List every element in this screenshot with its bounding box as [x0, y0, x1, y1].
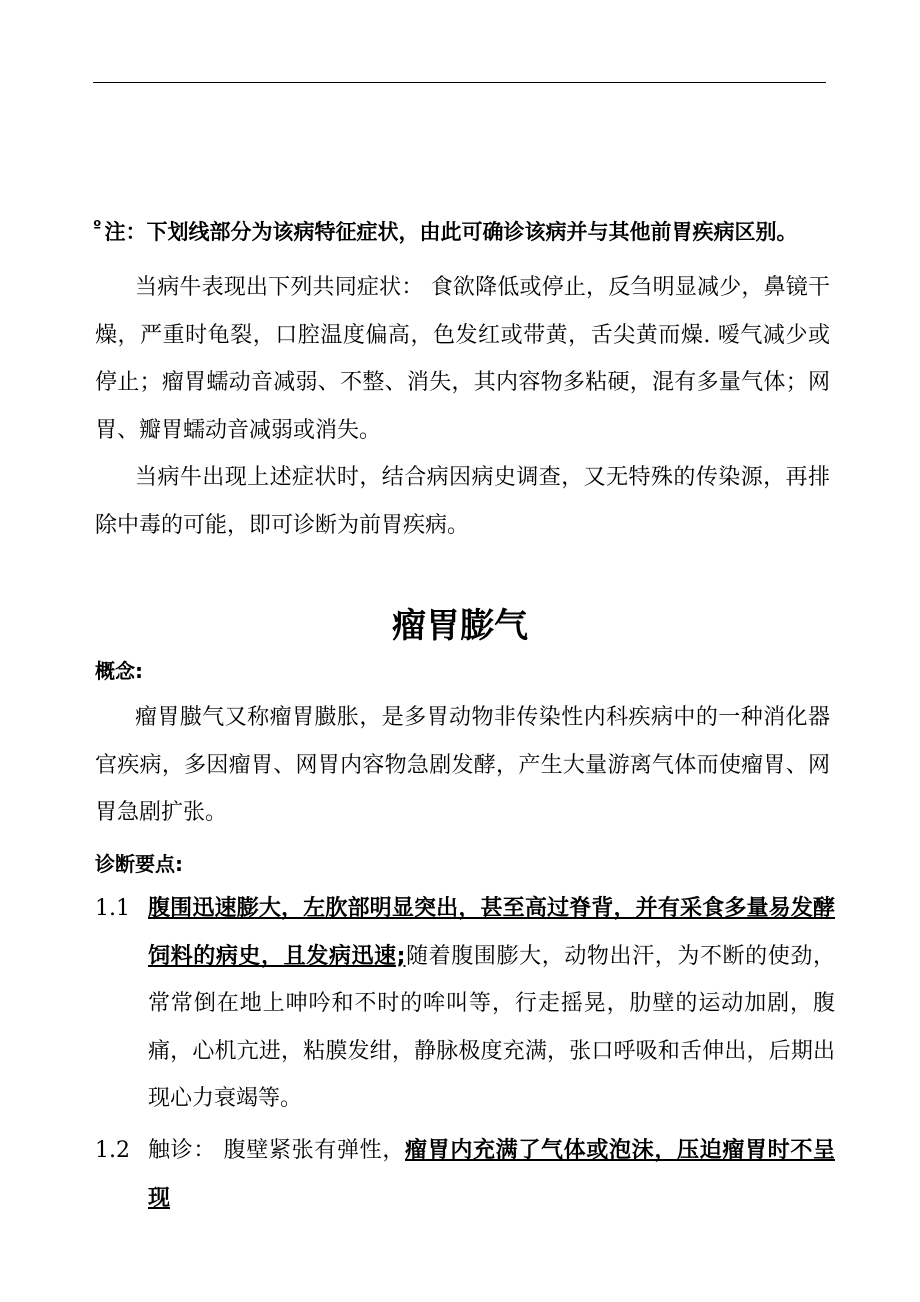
diagnosis-heading: 诊断要点:	[95, 852, 183, 876]
note-text: 注：下划线部分为该病特征症状，由此可确诊该病并与其他前胃疾病区别。	[104, 220, 798, 244]
item-prefix: 触诊： 腹壁紧张有弹性，	[148, 1138, 405, 1163]
header-rule	[93, 82, 826, 83]
intro-paragraph-symptoms: 当病牛表现出下列共同症状： 食欲降低或停止，反刍明显减少，鼻镜干燥，严重时龟裂，口腔温度偏高，色发红或带黄，舌尖黄而燥. 嗳气减少或停止；瘤胃蠕动音减弱、不整、消失，其内容物多粘硬，混有多量气体；网胃、瓣胃蠕动音减弱或消失。	[95, 275, 830, 443]
item-body	[148, 885, 835, 1123]
note-mark: º	[93, 217, 102, 235]
item-key-symptom: 瘤胃内充满了气体或泡沫，压迫瘤胃时不呈现	[148, 1138, 835, 1211]
item-key-symptom: 腹围迅速膨大，左肷部明显突出，甚至高过脊背，并有采食多量易发酵饲料的病史，且发病迅速;	[148, 896, 835, 969]
concept-paragraph: 瘤胃臌气又称瘤胃臌胀，是多胃动物非传染性内科疾病中的一种消化器官疾病，多因瘤胃、网胃内容物急剧发酵，产生大量游离气体而使瘤胃、网胃急剧扩张。	[95, 705, 830, 825]
note	[93, 216, 833, 246]
section-title: 瘤胃膨气	[392, 606, 528, 646]
item-text: 随着腹围膨大，动物出汗，为不断的使劲，常常倒在地上呻吟和不时的哞叫等，行走摇晃，肋壁的运动加剧，腹痛，心机亢进，粘膜发绀，静脉极度充满，张口呼吸和舌伸出，后期出现心力衰竭等。	[148, 943, 835, 1111]
item-body	[148, 1127, 835, 1222]
item-number: 1.2	[95, 1138, 130, 1163]
intro-paragraph-diagnosis: 当病牛出现上述症状时，结合病因病史调查，又无特殊的传染源，再排除中毒的可能，即可诊断为前胃疾病。	[95, 465, 830, 538]
concept-heading: 概念:	[95, 659, 143, 683]
diagnosis-item-1-2	[95, 1127, 835, 1222]
diagnosis-item-1-1	[95, 885, 835, 1123]
item-number: 1.1	[95, 896, 130, 921]
